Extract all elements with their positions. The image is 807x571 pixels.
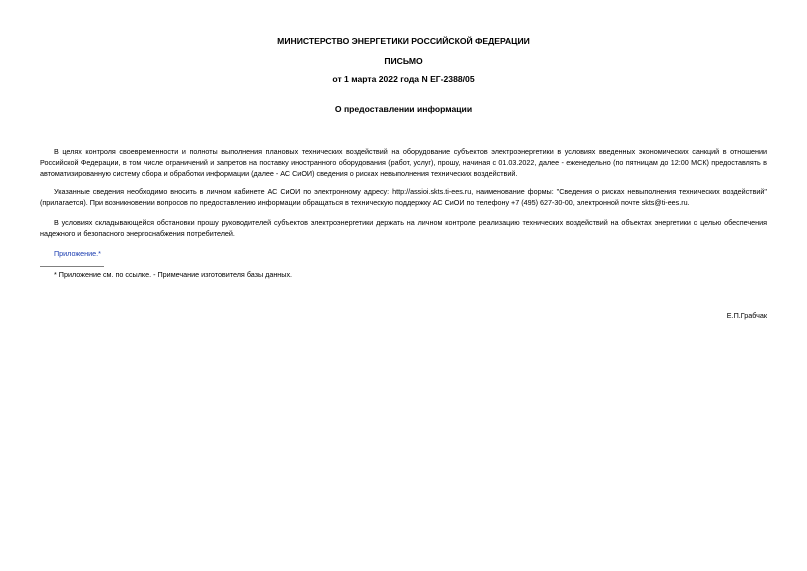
body-paragraph-3: В условиях складывающейся обстановки прошу руководителей субъектов электроэнергетики держать на личном контроле реализацию технических воздействий на объектах энергетики с целью обеспечения надежного и безопасного энергоснабжения потребителей. [40, 218, 767, 238]
signature-name: Е.П.Грабчак [726, 311, 767, 320]
document-subject: О предоставлении информации [334, 104, 473, 114]
body-paragraph-2: Указанные сведения необходимо вносить в личном кабинете АС СиОИ по электронному адресу: http://assioi.skts.ti-ees.ru, наименование формы: "Сведения о рисках невыполнения технических воздействий" (прилагается). При возникновении вопросов по предоставлению информации обращаться в техническую поддержку АС СиОИ по телефону +7 (495) 627-30-00, электронной почте skts@ti-ees.ru. [40, 187, 767, 207]
attachment-link[interactable]: Приложение.* [54, 249, 101, 258]
ministry-title: МИНИСТЕРСТВО ЭНЕРГЕТИКИ РОССИЙСКОЙ ФЕДЕРАЦИИ [277, 36, 530, 46]
footnote-divider [40, 266, 104, 267]
document-type: ПИСЬМО [384, 56, 423, 66]
footnote: * Приложение см. по ссылке. - Примечание изготовителя базы данных. [54, 270, 293, 279]
document-date-number: от 1 марта 2022 года N ЕГ-2388/05 [332, 74, 475, 84]
body-paragraph-1: В целях контроля своевременности и полноты выполнения плановых технических воздействий на оборудование субъектов электроэнергетики в условиях введенных экономических санкций в отношении Российской Федерации, в том числе ограничений и запретов на поставку иностранного оборудования (работ, услуг), прошу, начиная с 01.03.2022, далее - еженедельно (по пятницам до 12:00 МСК) предоставлять в автоматизированную систему сбора и обработки информации (далее - АС СиОИ) сведения о рисках невыполнения технических воздействий. [40, 147, 767, 178]
